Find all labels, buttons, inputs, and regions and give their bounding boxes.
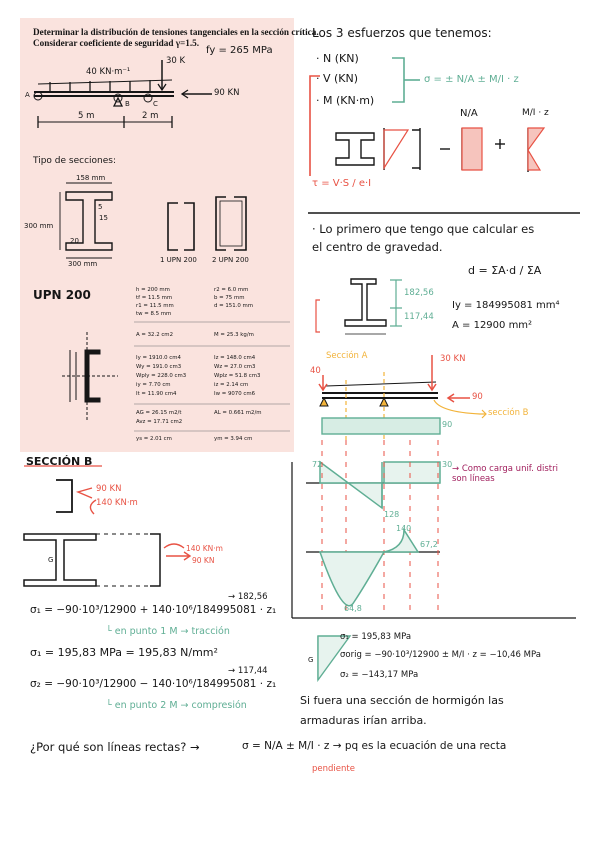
section-upn-sketches: [168, 197, 246, 250]
upn-ag: AG = 26.15 m2/t: [136, 410, 182, 416]
load-90: 90: [472, 392, 483, 402]
axial-load: 90 KN: [214, 88, 240, 98]
stress-formula: σ = ± N/A ± M/I · z: [424, 74, 519, 85]
efforts-bracket: [392, 58, 420, 102]
dim-117: 117,44: [404, 312, 434, 322]
stress-distribution-red: [384, 128, 544, 170]
section-b-force-right: 90 KN: [192, 556, 215, 565]
section-b-dashed: [96, 534, 150, 586]
dim-tw: 20: [70, 237, 79, 245]
dim-height: 300 mm: [24, 222, 54, 230]
centroid-ibeam: [345, 279, 386, 334]
diagram-note: → Como carga unif. distri son líneas: [452, 464, 558, 484]
shear-right-value: 30: [442, 460, 453, 469]
label-upn-1: 1 UPN 200: [160, 256, 197, 264]
problem-statement-2: Considerar coeficiente de seguridad γ=1.5.: [33, 38, 200, 48]
inertia-value: Iy = 184995081 mm⁴: [452, 300, 560, 311]
moment-top-value: 140: [396, 524, 412, 533]
centroid-d-bracket: [316, 300, 320, 332]
effort-m: · M (KN·m): [316, 94, 375, 107]
equation-1: σ₁ = −90·10³/12900 + 140·10⁶/184995081 · z₁: [30, 604, 277, 616]
section-b-label: sección B: [488, 408, 529, 418]
shear-low-value: 128: [384, 510, 400, 519]
concrete-note-1: Si fuera una sección de hormigón las: [300, 694, 504, 707]
upn-avz: Avz = 17.71 cm2: [136, 419, 183, 425]
stress-g: G: [308, 656, 314, 664]
moment-mid-value: 67,2: [420, 540, 438, 549]
section-b-n: 90 KN: [96, 484, 122, 494]
note-2: └ en punto 2 M → compresión: [106, 700, 247, 711]
slope-label: pendiente: [312, 764, 355, 774]
upn-profile-figure: [62, 332, 118, 420]
support-b: B: [125, 100, 130, 108]
dim-top: 158 mm: [76, 174, 106, 182]
area-value: A = 12900 mm²: [452, 320, 533, 331]
section-b-moment-right: 140 KN·m: [186, 544, 223, 553]
span-2: 2 m: [142, 111, 159, 121]
stress-ibeam-diagram: [336, 128, 528, 172]
centroid-text-2: el centro de gravedad.: [312, 240, 443, 254]
result-1: σ₁ = 195,83 MPa = 195,83 N/mm²: [30, 646, 218, 659]
upn-ym: ym = 3.94 cm: [214, 436, 253, 442]
section-b-cut: [56, 480, 72, 512]
stress-s1: σ₁ = 195,83 MPa: [340, 632, 412, 642]
upn-col3: Iy = 1910.0 cm4 Wy = 191.0 cm3 Wply = 228.0 cm3 iy = 7.70 cm It = 11.90 cm4: [136, 355, 187, 397]
effort-n: · N (KN): [316, 52, 359, 65]
section-b-forces: [78, 488, 96, 514]
section-b-m: 140 KN·m: [96, 498, 138, 508]
section-b-g: G: [48, 556, 54, 564]
centroid-text-1: · Lo primero que tengo que calcular es: [312, 222, 535, 236]
axial-value: 90: [442, 420, 453, 429]
moment-diagram: [320, 530, 418, 606]
upn-al: AL = 0.661 m2/m: [214, 410, 262, 416]
upn-area: A = 32.2 cm2: [136, 332, 173, 338]
equation-1-z: → 182,56: [228, 592, 268, 602]
upn-ys: ys = 2.01 cm: [136, 436, 172, 442]
concrete-note-2: armaduras irían arriba.: [300, 714, 427, 727]
span-1: 5 m: [78, 111, 95, 121]
tau-formula: τ = V·S / e·I: [312, 178, 372, 189]
dim-flange: 15: [99, 214, 108, 222]
question: ¿Por qué son líneas rectas? →: [30, 740, 200, 754]
stress-sorig: σorig = −90·10³/12900 ± M/I · z = −10,46 MPa: [340, 650, 541, 660]
section-b-title: SECCIÓN B: [26, 455, 93, 468]
tau-bracket: [310, 76, 320, 176]
analysis-beam-supports: [320, 398, 388, 406]
upn-col4: Iz = 148.0 cm4 Wz = 27.0 cm3 Wplz = 51.8 cm3 iz = 2.14 cm Iw = 9070 cm6: [214, 355, 261, 397]
label-m-over-i: M/I · z: [522, 108, 549, 118]
efforts-title: Los 3 esfuerzos que tenemos:: [312, 26, 492, 40]
moment-bottom-value: 64,8: [344, 604, 362, 613]
sections-title: Tipo de secciones:: [33, 156, 117, 166]
equation-2-z: → 117,44: [228, 666, 268, 676]
dim-182: 182,56: [404, 288, 434, 298]
effort-v: · V (KN): [316, 72, 359, 85]
yield-stress: fy = 265 MPa: [206, 45, 273, 56]
note-1: └ en punto 1 M → tracción: [106, 626, 230, 637]
axial-diagram: [322, 418, 440, 434]
point-load: 30 K: [166, 56, 186, 66]
support-a: A: [25, 91, 30, 99]
load-40: 40: [310, 366, 321, 376]
load-30: 30 KN: [440, 354, 466, 364]
problem-statement-1: Determinar la distribución de tensiones tangenciales en la sección crítica.: [33, 27, 319, 37]
label-n-over-a: N/A: [460, 108, 478, 119]
distributed-load: 40 KN·m⁻¹: [86, 67, 131, 77]
analysis-beam: [322, 382, 438, 398]
stress-s2: σ₂ = −143,17 MPa: [340, 670, 419, 680]
shear-diagram: [320, 462, 440, 508]
label-upn-2: 2 UPN 200: [212, 256, 249, 264]
dim-web: 5: [98, 203, 103, 211]
centroid-formula: d = ΣA·d / ΣA: [468, 264, 542, 277]
equation-2: σ₂ = −90·10³/12900 − 140·10⁶/184995081 · z₁: [30, 678, 277, 690]
support-c: C: [153, 100, 158, 108]
upn-title: UPN 200: [33, 288, 91, 302]
upn-col1: h = 200 mm tf = 11.5 mm r1 = 11.5 mm tw = 8.5 mm: [136, 287, 174, 317]
section-b-ibeam: [24, 534, 160, 586]
upn-mass: M = 25.3 kg/m: [214, 332, 254, 338]
upn-col2: r2 = 6.0 mm b = 75 mm d = 151.0 mm: [214, 287, 254, 309]
dim-bottom: 300 mm: [68, 260, 98, 268]
shear-left-value: 72: [312, 460, 323, 469]
centroid-dimensions: [390, 280, 402, 326]
section-a-label: Sección A: [326, 351, 368, 361]
line-equation: σ = N/A ± M/I · z → pq es la ecuación de una recta: [242, 740, 507, 752]
